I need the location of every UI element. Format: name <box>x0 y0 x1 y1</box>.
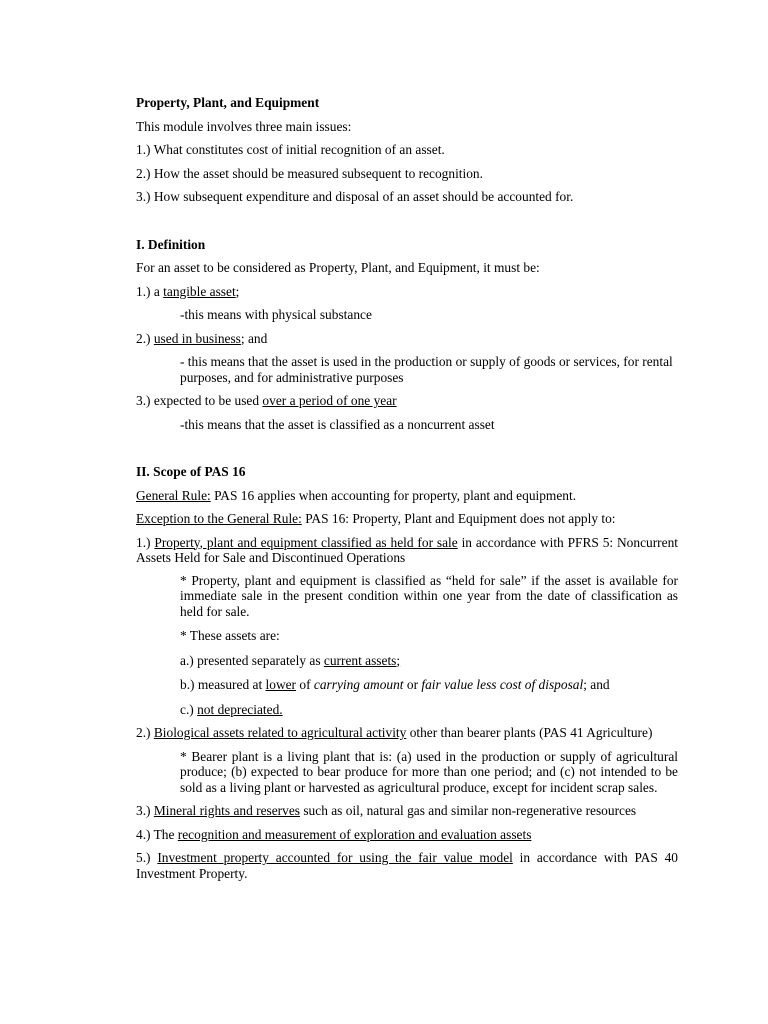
definition-item-explanation: -this means that the asset is classified as a noncurrent asset <box>180 416 495 432</box>
exception-sub-item: b.) measured at lower of carrying amount or fair value less cost of disposal; and <box>180 677 610 692</box>
issue-item: 2.) How the asset should be measured subsequent to recognition. <box>136 165 483 181</box>
exception-note: * Property, plant and equipment is classified as “held for sale” if the asset is available for immediate sale in the present condition within one year from the date of classification as held for sale. <box>180 572 678 619</box>
exception-item: 5.) Investment property accounted for using the fair value model in accordance with PAS 40 Investment Property. <box>136 850 678 881</box>
issue-item: 1.) What constitutes cost of initial recognition of an asset. <box>136 142 445 157</box>
exception-note: * These assets are: <box>180 628 280 643</box>
exception-item: 2.) Biological assets related to agricultural activity other than bearer plants (PAS 41 Agriculture) <box>136 725 653 740</box>
exception-item: 4.) The recognition and measurement of exploration and evaluation assets <box>136 826 532 842</box>
exception-note: * Bearer plant is a living plant that is: (a) used in the production or supply of agricultural produce; (b) expected to bear produce for more than one period; and (c) not intended to be sold as a living plant or harvested as agricultural produce, except for incident scrap sales. <box>180 748 678 795</box>
definition-item-explanation: - this means that the asset is used in the production or supply of goods or services, for rental purposes, and for administrative purposes <box>180 354 673 385</box>
exception-rule: Exception to the General Rule: PAS 16: Property, Plant and Equipment does not apply to: <box>136 511 616 526</box>
document-body <box>136 95 678 881</box>
exception-sub-item: a.) presented separately as current assets; <box>180 652 401 668</box>
issue-item: 3.) How subsequent expenditure and disposal of an asset should be accounted for. <box>136 189 574 204</box>
definition-item: 2.) used in business; and <box>136 330 268 346</box>
definition-item: 3.) expected to be used over a period of one year <box>136 393 397 408</box>
section-heading-definition: I. Definition <box>136 236 206 252</box>
exception-sub-item: c.) not depreciated. <box>180 701 283 717</box>
exception-item: 1.) Property, plant and equipment classified as held for sale in accordance with PFRS 5: Noncurrent Assets Held for Sale and Discontinued Operations <box>136 534 678 565</box>
definition-item: 1.) a tangible asset; <box>136 283 240 299</box>
intro-text: This module involves three main issues: <box>136 118 352 134</box>
document-title: Property, Plant, and Equipment <box>136 95 320 110</box>
general-rule: General Rule: PAS 16 applies when accounting for property, plant and equipment. <box>136 487 577 503</box>
definition-item-explanation: -this means with physical substance <box>180 307 372 322</box>
section-heading-scope: II. Scope of PAS 16 <box>136 464 246 479</box>
definition-lead: For an asset to be considered as Property, Plant, and Equipment, it must be: <box>136 260 540 275</box>
exception-item: 3.) Mineral rights and reserves such as oil, natural gas and similar non-regenerative resources <box>136 803 637 818</box>
